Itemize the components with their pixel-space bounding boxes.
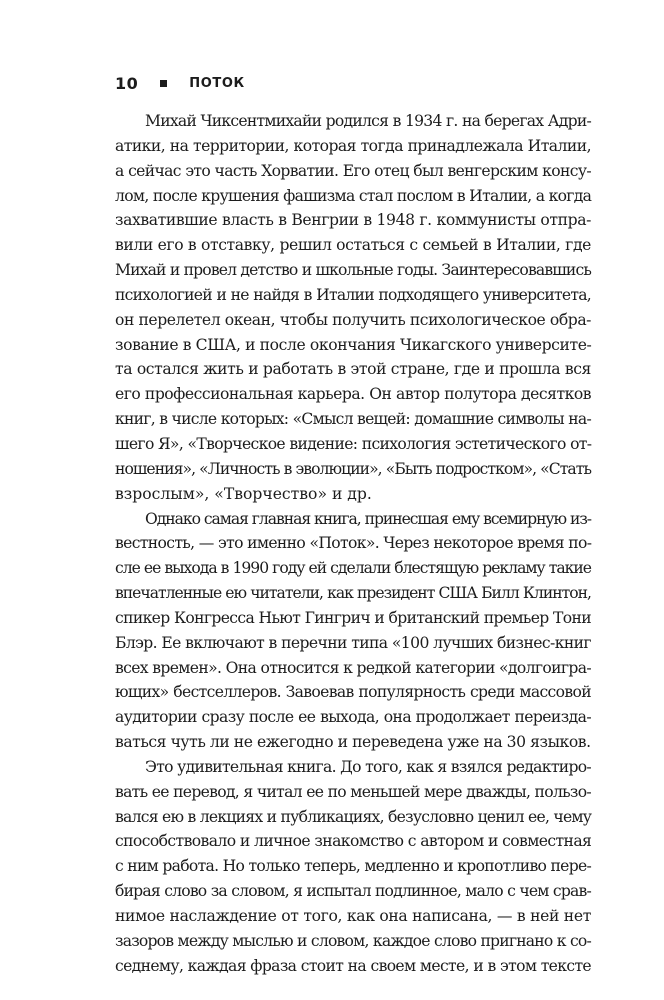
text-line: ношения», «Личность в эволюции», «Быть подростком», «Стать — [115, 459, 591, 478]
text-line: вили его в отставку, решил остаться с семьей в Италии, где — [115, 236, 591, 255]
text-line: он перелетел океан, чтобы получить психологическое обра- — [115, 310, 591, 329]
paragraph — [115, 755, 591, 979]
body-text — [115, 109, 591, 979]
page-header — [115, 72, 245, 94]
text-line: та остался жить и работать в этой стране, где и прошла вся — [115, 360, 591, 379]
text-line: Это удивительная книга. До того, как я взялся редактиро- — [145, 757, 591, 776]
paragraph — [115, 109, 591, 507]
text-line: всех времен». Она относится к редкой категории «долгоигра- — [115, 658, 591, 677]
text-line: зование в США, и после окончания Чикагского университе- — [115, 335, 592, 354]
text-line: зазоров между мыслью и словом, каждое слово пригнано к со- — [115, 931, 591, 950]
text-line: бирая слово за словом, я испытал подлинное, мало с чем срав- — [115, 882, 591, 901]
text-line: психологией и не найдя в Италии подходящего университета, — [115, 285, 591, 304]
text-line: вать ее перевод, я читал ее по меньшей мере дважды, пользо- — [115, 782, 591, 801]
text-line: Михай Чиксентмихайи родился в 1934 г. на берегах Адри- — [145, 112, 591, 130]
text-line: захватившие власть в Венгрии в 1948 г. коммунисты отпра- — [115, 211, 591, 230]
text-line: атики, на территории, которая тогда принадлежала Италии, — [115, 136, 591, 155]
text-line: книг, в числе которых: «Смысл вещей: домашние символы на- — [115, 410, 591, 429]
text-line: Блэр. Ее включают в перечни типа «100 лучших бизнес-книг — [115, 633, 591, 652]
text-line: Михай и провел детство и школьные годы. Заинтересовавшись — [115, 261, 591, 280]
text-line: вался ею в лекциях и публикациях, безусловно ценил ее, чему — [115, 807, 592, 826]
text-line: лом, после крушения фашизма стал послом в Италии, а когда — [115, 186, 592, 205]
text-line: шего Я», «Творческое видение: психология эстетического от- — [115, 434, 592, 453]
page-number: 10 — [115, 73, 139, 93]
text-line: взрослым», «Творчество» и др. — [115, 484, 372, 503]
text-line: с ним работа. Но только теперь, медленно и кропотливо пере- — [115, 857, 592, 876]
text-line: его профессиональная карьера. Он автор полутора десятков — [115, 385, 591, 404]
text-line: ющих» бестселлеров. Завоевав популярность среди массовой — [115, 683, 591, 702]
text-line: Однако самая главная книга, принесшая ему всемирную из- — [145, 509, 591, 528]
text-line: способствовало и личное знакомство с автором и совместная — [115, 832, 592, 851]
text-line: а сейчас это часть Хорватии. Его отец был венгерским консу- — [115, 161, 591, 180]
text-line: нимое наслаждение от того, как она написана, — в ней нет — [115, 907, 591, 925]
text-line: впечатленные ею читатели, как президент США Билл Клинтон, — [115, 584, 591, 603]
header-square-bullet — [160, 80, 167, 87]
text-line: аудитории сразу после ее выхода, она продолжает переизда- — [115, 708, 591, 727]
running-title: ПОТОК — [189, 75, 245, 91]
paragraph — [115, 507, 591, 755]
text-line: вестность, — это именно «Поток». Через некоторое время по- — [115, 534, 592, 553]
text-line: сле ее выхода в 1990 году ей сделали блестящую рекламу такие — [115, 559, 591, 578]
text-line: ваться чуть ли не ежегодно и переведена уже на 30 языков. — [115, 733, 591, 752]
text-line: спикер Конгресса Ньют Гингрич и британский премьер Тони — [115, 608, 591, 627]
text-line: седнему, каждая фраза стоит на своем месте, и в этом тексте — [115, 956, 591, 975]
